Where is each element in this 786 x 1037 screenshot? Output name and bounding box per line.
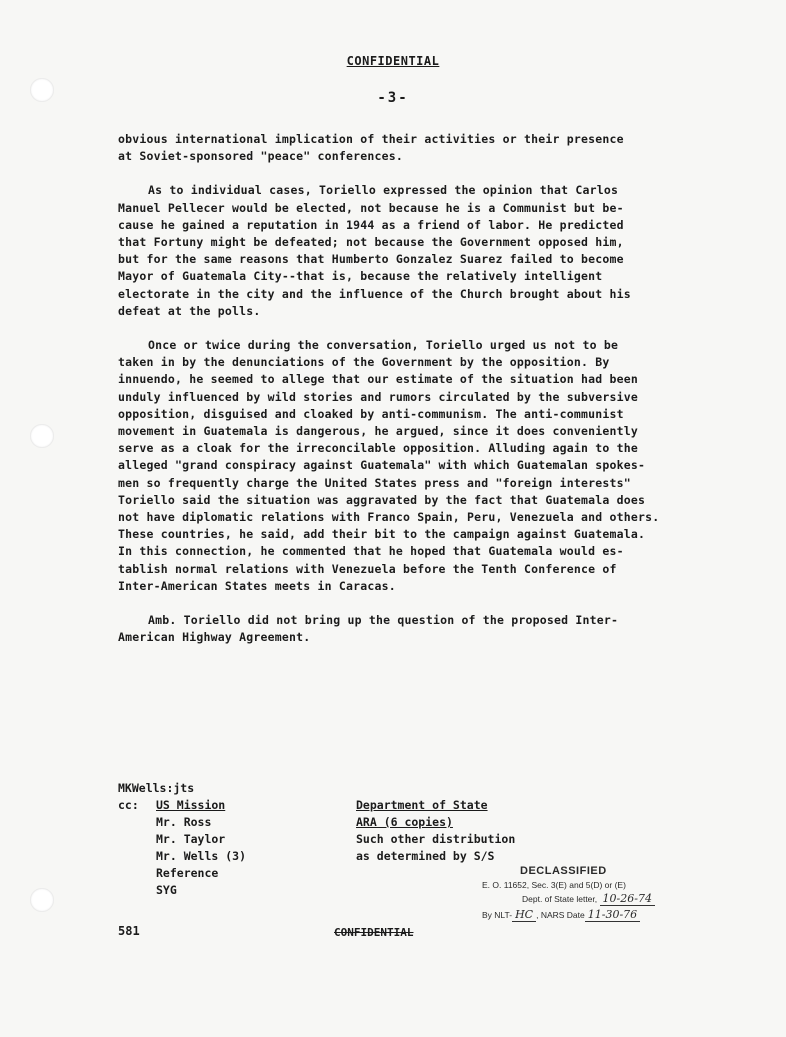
stamp-line <box>482 908 692 922</box>
classification-footer: CONFIDENTIAL <box>334 926 414 939</box>
cc-block <box>118 797 247 897</box>
distribution-block <box>356 797 515 865</box>
cc-item: US Mission <box>156 798 226 812</box>
punch-hole <box>30 424 54 448</box>
paragraph: obvious international implication of their activities or their presence at Soviet-sponsored "peace" conferences. <box>118 132 624 164</box>
cc-item: Mr. Ross <box>156 815 212 829</box>
cc-item: Mr. Wells (3) <box>156 849 247 863</box>
declassified-stamp <box>482 864 692 922</box>
distribution-item: Such other distribution <box>356 832 516 846</box>
cc-item: Reference <box>156 866 219 880</box>
cc-list <box>156 797 246 899</box>
stamp-title: DECLASSIFIED <box>520 865 607 877</box>
page-number: -3- <box>377 90 409 106</box>
body-text <box>118 131 688 663</box>
handwritten-date: 11-30-76 <box>585 908 640 922</box>
stamp-line: E. O. 11652, Sec. 3(E) and 5(D) or (E) <box>482 880 626 890</box>
punch-hole <box>30 888 54 912</box>
paragraph: Once or twice during the conversation, Toriello urged us not to be taken in by the denunciations of the Government by the opposition. By innuendo, he seemed to allege that our estimate of the situation had been unduly influenced by wild stories and rumors circulated by the subversive opposition, disguised and cloaked by anti-communism. The anti-communist movement in Guatemala is dangerous, he argued, since it does conveniently serve as a cloak for the irreconcilable opposition. Alluding again to the alleged "grand conspiracy against Guatemala" with which Guatemalan spokes- men so frequently charge the United States press and "foreign interests" Toriello said the situation was aggravated by the fact that Guatemala does not have diplomatic relations with Franco Spain, Peru, Venezuela and others. These countries, he said, add their bit to the campaign against Guatemala. In this connection, he commented that he hoped that Guatemala would es- tablish normal relations with Venezuela before the Tenth Conference of Inter-American States meets in Caracas. <box>118 338 660 593</box>
drafter-initials: MKWells:jts <box>118 781 195 795</box>
cc-item: SYG <box>156 883 177 897</box>
distribution-item: as determined by S/S <box>356 849 495 863</box>
paragraph: Amb. Toriello did not bring up the question of the proposed Inter- American Highway Agreement. <box>118 613 619 645</box>
cc-item: Mr. Taylor <box>156 832 226 846</box>
handwritten-date: 10-26-74 <box>600 892 655 906</box>
stamp-text: By NLT- <box>482 910 513 920</box>
classification-header: CONFIDENTIAL <box>346 54 440 68</box>
footer-number: 581 <box>118 924 140 938</box>
stamp-text: , NARS Date <box>536 910 585 920</box>
cc-label: cc: <box>118 798 139 812</box>
distribution-item: Department of State <box>356 798 488 812</box>
stamp-line <box>522 892 692 906</box>
stamp-text: Dept. of State letter, <box>522 894 598 904</box>
distribution-item: ARA (6 copies) <box>356 815 453 829</box>
paragraph: As to individual cases, Toriello expressed the opinion that Carlos Manuel Pellecer would be elected, not because he is a Communist but be- cause he gained a reputation in 1944 as a friend of labor. He predicted that Fortuny might be defeated; not because the Government opposed him, but for the same reasons that Humberto Gonzalez Suarez failed to become Mayor of Guatemala City--that is, because the relatively intelligent electorate in the city and the influence of the Church brought about his defeat at the polls. <box>118 183 631 318</box>
handwritten-initials: HC <box>512 908 536 922</box>
